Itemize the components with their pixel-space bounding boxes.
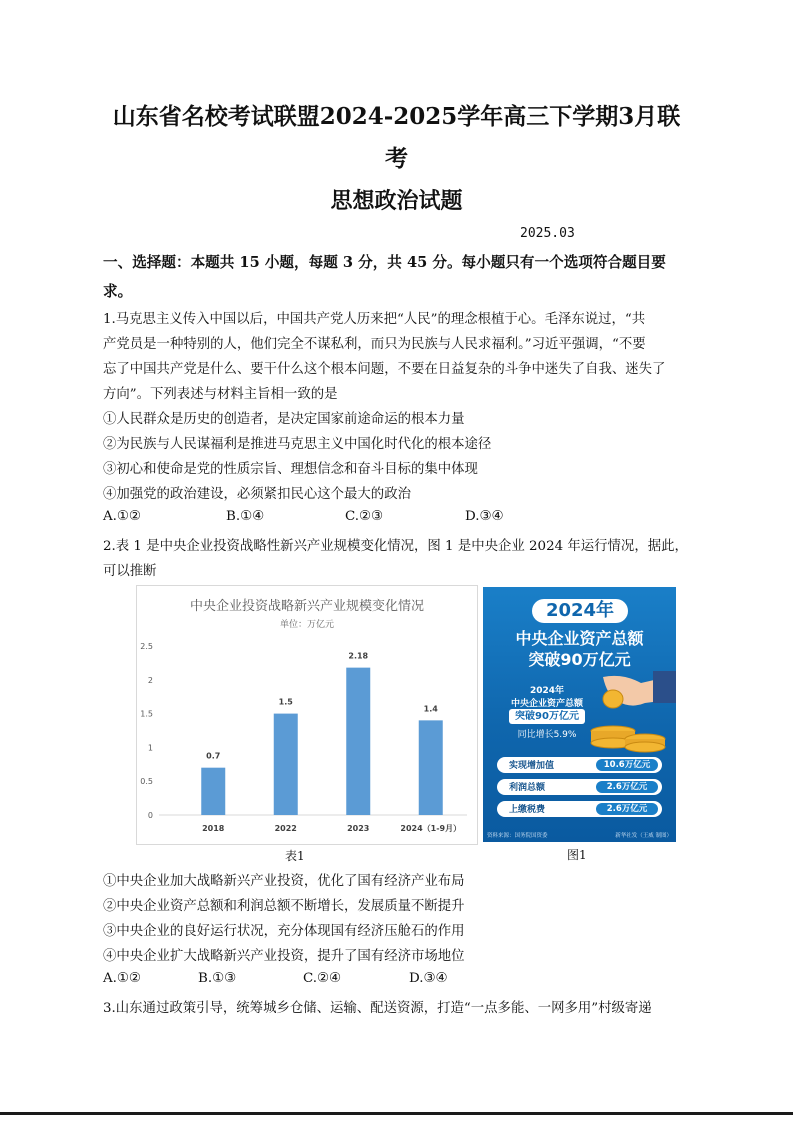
q2-stem-line: 可以推断 — [103, 564, 157, 579]
bar-data-label: 1.5 — [278, 697, 293, 707]
y-tick-label: 1 — [147, 743, 153, 753]
q1-item: ②为民族与人民谋福利是推进马克思主义中国化时代化的根本途径 — [103, 437, 492, 452]
q1-stem-line: 方向”。下列表述与材料主旨相一致的是 — [103, 387, 338, 402]
q1-stem-line: 1.马克思主义传入中国以后，中国共产党人历来把“人民”的理念根植于心。毛泽东说过，“共 — [103, 312, 646, 327]
table-caption: 表1 — [285, 849, 305, 863]
bar — [274, 714, 298, 815]
y-tick-label: 2 — [147, 675, 153, 685]
bar-data-label: 0.7 — [206, 751, 221, 761]
stat-value: 2.6万亿元 — [596, 781, 658, 793]
poster-headline-2: 突破90万亿元 — [528, 650, 631, 669]
y-tick-label: 2.5 — [140, 642, 153, 651]
infographic-poster — [483, 587, 676, 842]
stat-row — [497, 779, 662, 795]
x-tick-label: 2024（1-9月） — [400, 824, 462, 833]
x-tick-label: 2022 — [274, 824, 297, 833]
poster-credit: 新华社发（王威 制图） — [615, 833, 672, 839]
bar — [201, 768, 225, 815]
subject-title: 思想政治试题 — [330, 188, 463, 214]
q2-option-a: A.①② — [103, 971, 141, 986]
y-tick-label: 0 — [147, 811, 153, 820]
stat-row — [497, 801, 662, 817]
bar — [346, 668, 370, 815]
stat-value: 10.6万亿元 — [596, 759, 658, 771]
q1-option-a: A.①② — [103, 509, 141, 524]
section-heading-cont: 求。 — [103, 283, 133, 300]
stat-label: 实现增加值 — [509, 761, 555, 771]
y-tick-label: 1.5 — [140, 709, 153, 719]
section-heading: 一、选择题：本题共 15 小题，每题 3 分，共 45 分。每小题只有一个选项符合题目要 — [103, 254, 666, 271]
q2-item: ②中央企业资产总额和利润总额不断增长，发展质量不断提升 — [103, 899, 465, 914]
exam-title-continued: 考 — [385, 145, 408, 172]
stat-row — [497, 757, 662, 773]
q1-stem-line: 产党员是一种特别的人，他们完全不谋私利，而只为民族与人民求福利。”习近平强调，“不要 — [103, 337, 646, 352]
q2-item: ③中央企业的良好运行状况，充分体现国有经济压舱石的作用 — [103, 924, 465, 939]
y-axis — [140, 642, 153, 820]
stat-value: 2.6万亿元 — [596, 803, 658, 815]
x-tick-label: 2023 — [347, 824, 370, 833]
chart-subtitle: 单位：万亿元 — [279, 620, 335, 630]
poster-headline: 中央企业资产总额 — [515, 629, 644, 648]
q1-stem-line: 忘了中国共产党是什么、要干什么这个根本问题，不要在日益复杂的斗争中迷失了自我、迷失了 — [103, 362, 666, 377]
bar-data-label: 2.18 — [348, 651, 369, 661]
x-tick-label: 2018 — [202, 824, 225, 833]
stat-label: 利润总额 — [509, 783, 546, 793]
q2-item: ①中央企业加大战略新兴产业投资，优化了国有经济产业布局 — [103, 874, 465, 889]
chart-title: 中央企业投资战略新兴产业规模变化情况 — [189, 599, 425, 614]
poster-growth: 同比增长5.9% — [517, 730, 577, 740]
q2-stem-line: 2.表 1 是中央企业投资战略性新兴产业规模变化情况，图 1 是中央企业 2024 年运行情况，据此， — [103, 539, 688, 554]
poster-source: 资料来源：国务院国资委 — [487, 833, 548, 839]
q1-item: ①人民群众是历史的创造者，是决定国家前途命运的根本力量 — [103, 412, 465, 427]
exam-date: 2025.03 — [520, 226, 575, 241]
q1-option-b: B.①④ — [226, 509, 265, 524]
q3-stem-line: 3.山东通过政策引导，统筹城乡仓储、运输、配送资源，打造“一点多能、一网多用”村级寄递 — [103, 1001, 652, 1016]
poster-sub-label: 中央企业资产总额 — [510, 699, 583, 709]
poster-sub-year: 2024年 — [529, 686, 565, 696]
q1-option-d: D.③④ — [465, 509, 504, 524]
exam-title: 山东省名校考试联盟2024-2025学年高三下学期3月联 — [112, 103, 681, 130]
q1-option-c: C.②③ — [345, 509, 384, 524]
y-tick-label: 0.5 — [140, 777, 153, 787]
page-bottom-rule — [0, 1112, 793, 1115]
stat-label: 上缴税费 — [509, 805, 546, 815]
poster-sub-badge: 突破90万亿元 — [509, 709, 585, 724]
q2-option-b: B.①③ — [198, 971, 237, 986]
q1-item: ④加强党的政治建设，必须紧扣民心这个最大的政治 — [103, 487, 411, 502]
figure-caption: 图1 — [567, 848, 587, 862]
hand-coins-icon — [583, 669, 676, 755]
bar-chart-panel — [136, 585, 478, 845]
year-badge: 2024年 — [532, 599, 628, 623]
q2-option-c: C.②④ — [303, 971, 342, 986]
bar-chart — [137, 586, 477, 844]
q1-item: ③初心和使命是党的性质宗旨、理想信念和奋斗目标的集中体现 — [103, 462, 478, 477]
bars-group — [201, 652, 461, 833]
q2-item: ④中央企业扩大战略新兴产业投资，提升了国有经济市场地位 — [103, 949, 465, 964]
bar — [419, 720, 443, 815]
q2-option-d: D.③④ — [409, 971, 448, 986]
bar-data-label: 1.4 — [423, 704, 438, 714]
